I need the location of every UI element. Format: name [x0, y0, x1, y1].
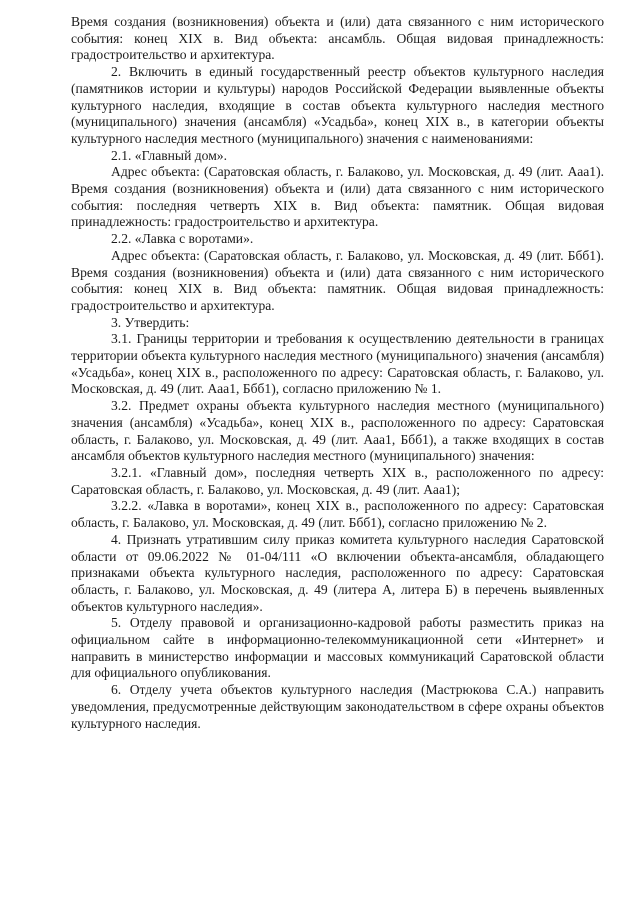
paragraph-item-3-2-1: 3.2.1. «Главный дом», последняя четверть XIX в., расположенного по адресу: Саратовская область, г. Балаково, ул. Московская, д. 49 (лит. Ааа1); — [71, 464, 604, 497]
paragraph-item-2-2: 2.2. «Лавка с воротами». — [111, 231, 254, 247]
paragraph-item-3: 3. Утвердить: — [111, 314, 190, 330]
paragraph-item-3-2: 3.2. Предмет охраны объекта культурного наследия местного (муниципального) значения (ансамбля) «Усадьба», конец XIX в., расположенного по адресу: Саратовская область, г. Балаково, ул. Московская, д. 49 (лит. Ааа1, Ббб1), а также входящих в состав ансамбля объектов культурного наследия местного (муниципального) значения: — [71, 398, 604, 464]
paragraph-item-3-1: 3.1. Границы территории и требования к осуществлению деятельности в границах территории объекта культурного наследия местного (муниципального) значения (ансамбля) «Усадьба», конец XIX в., расположенного по адресу: Саратовская область, г. Балаково, ул. Московская, д. 49 (лит. Ааа1, Ббб1), согласно приложению № 1. — [71, 331, 604, 397]
paragraph-item-4: 4. Признать утратившим силу приказ комитета культурного наследия Саратовской области от 09.06.2022 № 01-04/111 «О включении объекта-ансамбля, обладающего признаками объекта культурного наследия, расположенного по адресу: Саратовская область, г. Балаково, ул. Московская, д. 49 (литера А, литера Б) в перечень выявленных объектов культурного наследия». — [71, 531, 604, 614]
paragraph-item-6: 6. Отделу учета объектов культурного наследия (Мастрюкова С.А.) направить уведомления, предусмотренные действующим законодательством в сфере охраны объектов культурного наследия. — [71, 682, 604, 731]
paragraph-item-2: 2. Включить в единый государственный реестр объектов культурного наследия (памятников истории и культуры) народов Российской Федерации выявленные объекты культурного наследия, входящие в состав объекта культурного наследия местного (муниципального) значения (ансамбля) «Усадьба», конец XIX в., в категории объекты культурного наследия местного (муниципального) значения с наименованиями: — [71, 64, 604, 146]
paragraph-item-2-1-address: Адрес объекта: (Саратовская область, г. Балаково, ул. Московская, д. 49 (лит. Ааа1). Время создания (возникновения) объекта и (или) дата связанного с ним исторического события: последняя четверть XIX в. Вид объекта: памятник. Общая видовая принадлежность: градостроительство и архитектура. — [71, 164, 604, 230]
paragraph-item-3-2-2: 3.2.2. «Лавка в воротами», конец XIX в., расположенного по адресу: Саратовская область, г. Балаково, ул. Московская, д. 49 (лит. Ббб1), согласно приложению № 2. — [71, 498, 604, 531]
paragraph-item-2-2-address: Адрес объекта: (Саратовская область, г. Балаково, ул. Московская, д. 49 (лит. Ббб1). Время создания (возникновения) объекта и (или) дата связанного с ним исторического события: конец XIX в. Вид объекта: памятник. Общая видовая принадлежность: градостроительство и архитектура. — [71, 247, 604, 313]
paragraph-object-period: Время создания (возникновения) объекта и (или) дата связанного с ним исторического события: конец XIX в. Вид объекта: ансамбль. Общая видовая принадлежность: градостроительство и архитектура. — [71, 14, 604, 63]
paragraph-item-5: 5. Отделу правовой и организационно-кадровой работы разместить приказ на официальном сайте в информационно-телекоммуникационной сети «Интернет» и направить в министерство информации и массовых коммуникаций Саратовской области для официального опубликования. — [71, 615, 604, 681]
paragraph-item-2-1: 2.1. «Главный дом». — [111, 147, 227, 163]
